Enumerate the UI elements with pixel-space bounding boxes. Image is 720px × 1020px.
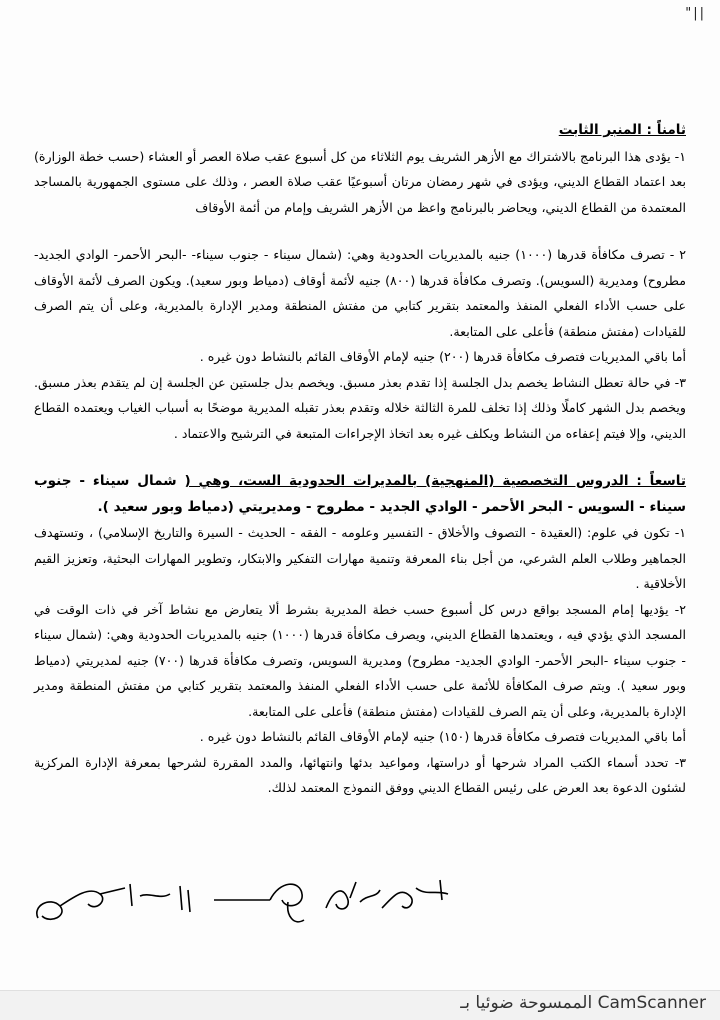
- section9-paragraph-4: ٣- تحدد أسماء الكتب المراد شرحها أو دراستها، ومواعيد بدئها وانتهائها، والمدد المقررة لشرحها بمعرفة الإدارة المركزية لشئون الدعوة بعد العرض على رئيس القطاع الديني ووفق النموذج المعتمد لذلك.: [34, 754, 686, 795]
- signature-3: [320, 868, 460, 928]
- scanner-watermark-text: CamScanner الممسوحة ضوئيا بـ: [460, 993, 706, 1013]
- section8-paragraph-4: ٣- في حالة تعطل النشاط يخصم بدل الجلسة إذا تقدم بعذر مسبق. ويخصم بدل جلستين عن الجلسة إن لم يتقدم بعذر مسبق. ويخصم بدل الشهر كاملًا وذلك إذا تخلف للمرة الثالثة خلاله وتقدم بعذر تقبله المديرية موضحًا به أسباب الغياب ويعتمده القطاع الديني، وإلا فيتم إعفاءه من النشاط ويكلف غيره بعد اتخاذ الإجراءات المتبعة في الترشيح والاعتماد .: [34, 374, 686, 441]
- document-body: [34, 118, 686, 801]
- section9-heading: [34, 468, 686, 520]
- section9-heading-underlined: تاسعاً : الدروس التخصصية (المنهجية) بالمديرات الحدودية الست، وهي (: [184, 473, 687, 489]
- section9-heading-rest: شمال سيناء - جنوب سيناء - السويس - البحر الأحمر - الوادي الجديد - مطروح - ومديريتي (دمياط وبور سعيد ).: [34, 473, 686, 515]
- section9-paragraph-3: أما باقي المديريات فتصرف مكافأة قدرها (١٥٠) جنيه لإمام الأوقاف القائم بالنشاط دون غيره .: [199, 729, 686, 744]
- section8-heading: ثامناً : المنبر الثابت: [558, 122, 686, 138]
- spacer: [34, 446, 686, 468]
- section8-paragraph-3: أما باقي المديريات فتصرف مكافأة قدرها (٢٠٠) جنيه لإمام الأوقاف القائم بالنشاط دون غيره .: [199, 349, 686, 364]
- spacer: [34, 220, 686, 242]
- corner-mark: "||: [685, 6, 706, 21]
- section8-paragraph-1: ١- يؤدى هذا البرنامج بالاشتراك مع الأزهر الشريف يوم الثلاثاء من كل أسبوع عقب صلاة العصر أو العشاء (حسب خطة الوزارة) بعد اعتماد القطاع الديني، ويؤدى في شهر رمضان مرتان أسبوعيًا عقب صلاة العصر ، وذلك على مستوى الجمهورية بالمساجد المعتمدة من القطاع الديني، ويحاضر بالبرنامج واعظ من الأزهر الشريف وإمام من أئمة الأوقاف: [34, 148, 686, 215]
- section9-paragraph-1: ١- تكون في علوم: (العقيدة - التصوف والأخلاق - التفسير وعلومه - الفقه - الحديث - السيرة والتاريخ الإسلامي) ، وتستهدف الجماهير وطلاب العلم الشرعي، من أجل بناء المعرفة وتنمية مهارات التفكير والابتكار، وتطوير المهارات البحثية، وتعزيز القيم الأخلاقية .: [34, 525, 686, 591]
- section9-paragraph-2: ٢- يؤديها إمام المسجد بواقع درس كل أسبوع حسب خطة المديرية بشرط ألا يتعارض مع نشاط آخر في ذات الوقت في المسجد الذي يؤدي فيه ، ويعتمدها القطاع الديني، ويصرف مكافأة قدرها (١٠٠٠) جنيه بالمديريات الحدودية وهي: (شمال سيناء - جنوب سيناء -البحر الأحمر- الوادي الجديد- مطروح) ومديرية السويس، وتصرف مكافأة قدرها (٧٠٠) جنيه لمديريتي (دمياط وبور سعيد ). ويتم صرف المكافأة للأئمة على حسب الأداء الفعلي المنفذ والمعتمد بتقرير كتابي من مفتش المنطقة ومدير الإدارة بالمديرية، وعلى أن يتم الصرف للقيادات (مفتش منطقة) فأعلى على المتابعة.: [34, 601, 686, 719]
- section8-paragraph-2: ٢ - تصرف مكافأة قدرها (١٠٠٠) جنيه بالمديريات الحدودية وهي: (شمال سيناء - جنوب سيناء- -البحر الأحمر- الوادي الجديد- مطروح) ومديرية (السويس). وتصرف مكافأة قدرها (٨٠٠) جنيه لأئمة أوقاف (دمياط وبور سعيد). ويكون الصرف لأئمة الأوقاف على حسب الأداء الفعلي المنفذ والمعتمد بتقرير كتابي من مفتش المنطقة ومدير الإدارة بالمديرية، وعلى أن يتم الصرف للقيادات (مفتش منطقة) فأعلى على المتابعة.: [34, 247, 687, 339]
- signature-1: [30, 866, 200, 932]
- signature-2: [210, 870, 330, 930]
- signatures-area: [30, 862, 460, 932]
- scanner-footer: [0, 990, 720, 1020]
